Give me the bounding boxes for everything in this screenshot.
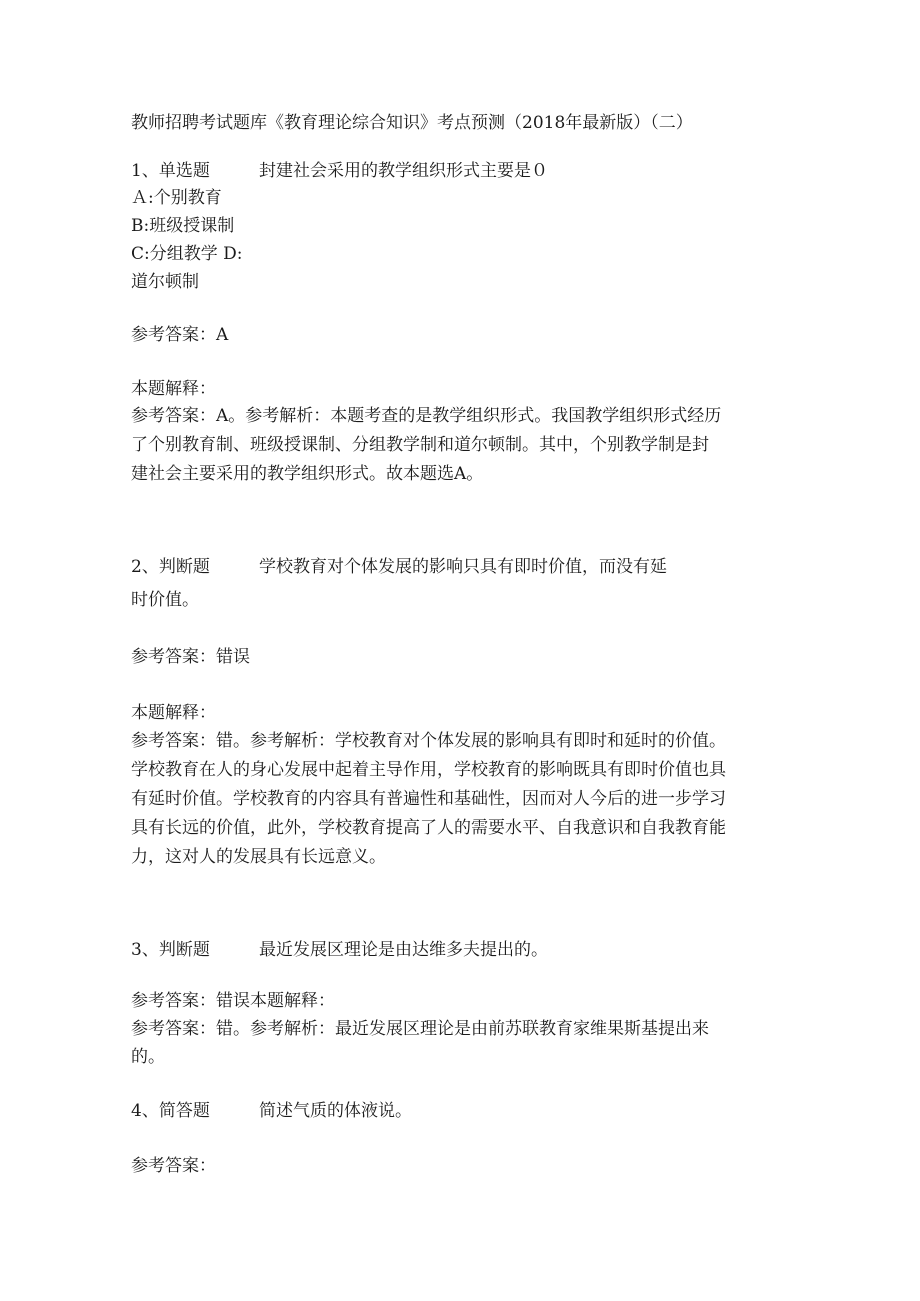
question-type-label: 4、简答题 — [131, 1101, 210, 1121]
option-a: Ａ:个别教育 — [131, 188, 222, 208]
question-2-explain-heading: 本题解释： — [131, 703, 216, 723]
question-1-explain-line: 了个别教育制、班级授课制、分组教学制和道尔顿制。其中，个别教学制是封 — [131, 435, 709, 455]
question-3-explain-line: 的。 — [131, 1047, 165, 1067]
option-b: B:班级授课制 — [131, 216, 235, 236]
question-3-answer: 参考答案：错误本题解释： — [131, 991, 335, 1011]
question-3-explain-line: 参考答案：错。参考解析：最近发展区理论是由前苏联教育家维果斯基提出来 — [131, 1019, 709, 1039]
question-type-label: 1、单选题 — [131, 161, 210, 181]
question-2-text-cont: 时价值。 — [131, 590, 199, 610]
question-2-answer: 参考答案：错误 — [131, 647, 250, 667]
question-type-label: 3、判断题 — [131, 940, 210, 960]
question-text: 封建社会采用的教学组织形式主要是０ — [259, 161, 548, 181]
question-text: 最近发展区理论是由达维多夫提出的。 — [259, 940, 548, 960]
question-text: 学校教育对个体发展的影响只具有即时价值，而没有延 — [259, 557, 667, 577]
question-3-header — [131, 942, 548, 959]
question-1-explain-line: 参考答案：A。参考解析：本题考查的是教学组织形式。我国教学组织形式经历 — [131, 406, 722, 426]
question-type-label: 2、判断题 — [131, 557, 210, 577]
question-2-explain-line: 参考答案：错。参考解析：学校教育对个体发展的影响具有即时和延时的价值。 — [131, 731, 726, 751]
question-4-header — [131, 1103, 412, 1120]
question-2-explain-line: 学校教育在人的身心发展中起着主导作用，学校教育的影响既具有即时价值也具 — [131, 760, 726, 780]
option-d-text: 道尔顿制 — [131, 272, 199, 292]
option-c-d: C:分组教学 D: — [131, 244, 243, 264]
question-2-explain-line: 有延时价值。学校教育的内容具有普遍性和基础性，因而对人今后的进一步学习 — [131, 789, 726, 809]
question-2-header — [131, 559, 667, 576]
question-1-explain-line: 建社会主要采用的教学组织形式。故本题选A。 — [131, 464, 484, 484]
document-title: 教师招聘考试题库《教育理论综合知识》考点预测（2018年最新版）（二） — [131, 113, 693, 133]
question-4-answer: 参考答案： — [131, 1156, 216, 1176]
question-2-explain-line: 具有长远的价值，此外，学校教育提高了人的需要水平、自我意识和自我教育能 — [131, 818, 726, 838]
question-2-explain-line: 力，这对人的发展具有长远意义。 — [131, 847, 386, 867]
question-1-explain-heading: 本题解释： — [131, 379, 216, 399]
question-1-answer: 参考答案：A — [131, 325, 229, 345]
question-1-header — [131, 163, 548, 180]
question-text: 简述气质的体液说。 — [259, 1101, 412, 1121]
